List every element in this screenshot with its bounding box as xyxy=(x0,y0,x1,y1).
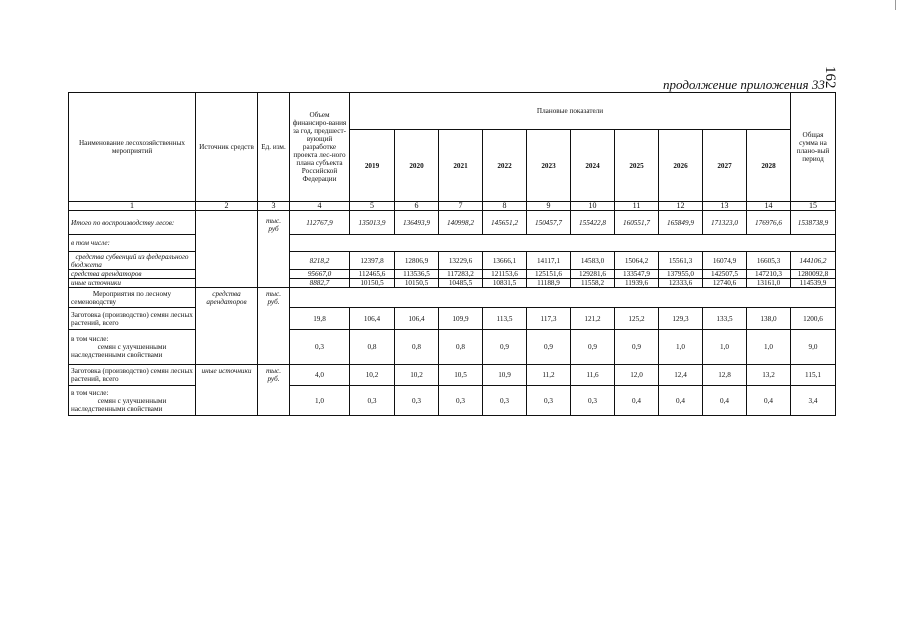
row-unit: тыс. руб. xyxy=(258,288,290,365)
table-cell: 121153,6 xyxy=(483,270,527,279)
table-cell: 160551,7 xyxy=(615,211,659,235)
table-cell: 13666,1 xyxy=(483,252,527,270)
table-row xyxy=(69,279,836,288)
table-cell: 112767,9 xyxy=(290,211,350,235)
row-name: Заготовка (производство) семян лесных растений, всего xyxy=(69,365,196,386)
table-cell: 0,3 xyxy=(290,330,350,365)
table-row xyxy=(69,365,836,386)
table-cell: 13161,0 xyxy=(747,279,791,288)
table-cell: 14117,1 xyxy=(527,252,571,270)
row-source: средства арендаторов xyxy=(196,288,258,365)
column-number: 11 xyxy=(615,202,659,211)
column-number: 7 xyxy=(439,202,483,211)
table-cell: 0,3 xyxy=(571,386,615,416)
page-number: 162 xyxy=(822,66,838,89)
table-cell: 0,4 xyxy=(703,386,747,416)
table-cell: 125,2 xyxy=(615,308,659,330)
header-year: 2022 xyxy=(483,130,527,202)
row-source: иные источники xyxy=(196,365,258,416)
table-cell: 10,2 xyxy=(395,365,439,386)
table-cell: 133,5 xyxy=(703,308,747,330)
row-name: иные источники xyxy=(69,279,196,288)
table-cell: 11188,9 xyxy=(527,279,571,288)
table-cell: 113536,5 xyxy=(395,270,439,279)
table-cell: 147210,3 xyxy=(747,270,791,279)
table-cell: 12333,6 xyxy=(659,279,703,288)
column-number: 10 xyxy=(571,202,615,211)
table-cell: 12,8 xyxy=(703,365,747,386)
table-cell: 113,5 xyxy=(483,308,527,330)
table-cell: 1538738,9 xyxy=(791,211,836,235)
table-cell: 12,0 xyxy=(615,365,659,386)
row-name: Мероприятия по лесному семеноводству xyxy=(69,288,196,308)
table-row xyxy=(69,308,836,330)
table-row xyxy=(69,330,836,365)
header-source: Источник средств xyxy=(196,93,258,202)
table-cell: 155422,8 xyxy=(571,211,615,235)
column-number: 8 xyxy=(483,202,527,211)
header-year: 2023 xyxy=(527,130,571,202)
table-cell: 1200,6 xyxy=(791,308,836,330)
table-cell: 15064,2 xyxy=(615,252,659,270)
table-cell: 121,2 xyxy=(571,308,615,330)
table-cell: 0,3 xyxy=(350,386,395,416)
row-name: средства субвенций из федерального бюджета xyxy=(69,252,196,270)
table-cell: 0,9 xyxy=(483,330,527,365)
table-cell: 133547,9 xyxy=(615,270,659,279)
table-cell: 0,9 xyxy=(527,330,571,365)
table-cell: 150457,7 xyxy=(527,211,571,235)
table-cell: 1280092,8 xyxy=(791,270,836,279)
table-cell: 12,4 xyxy=(659,365,703,386)
table-cell: 8218,2 xyxy=(290,252,350,270)
table-row xyxy=(69,386,836,416)
table-cell: 16605,3 xyxy=(747,252,791,270)
column-number: 9 xyxy=(527,202,571,211)
column-number: 3 xyxy=(258,202,290,211)
appendix-continuation-note: продолжение приложения 33 xyxy=(663,77,825,92)
table-cell: 13229,6 xyxy=(439,252,483,270)
table-row xyxy=(69,288,836,308)
table-cell: 171323,0 xyxy=(703,211,747,235)
table-cell: 112465,6 xyxy=(350,270,395,279)
table-cell: 10,2 xyxy=(350,365,395,386)
column-number-row xyxy=(69,202,836,211)
table-cell: 0,9 xyxy=(615,330,659,365)
table-cell: 12806,9 xyxy=(395,252,439,270)
table-cell: 10150,5 xyxy=(395,279,439,288)
column-number: 6 xyxy=(395,202,439,211)
table-cell: 0,4 xyxy=(659,386,703,416)
table-cell: 129,3 xyxy=(659,308,703,330)
row-name: в том числе: семян с улучшенными наследственными свойствами xyxy=(69,330,196,365)
table-cell: 14583,0 xyxy=(571,252,615,270)
table-cell: 135013,9 xyxy=(350,211,395,235)
row-name: в том числе: семян с улучшенными наследственными свойствами xyxy=(69,386,196,416)
table-cell: 0,3 xyxy=(527,386,571,416)
header-year: 2025 xyxy=(615,130,659,202)
table-cell: 11558,2 xyxy=(571,279,615,288)
column-number: 2 xyxy=(196,202,258,211)
header-year: 2024 xyxy=(571,130,615,202)
row-name: Итого по воспроизводству лесов: xyxy=(69,211,196,235)
table-cell: 138,0 xyxy=(747,308,791,330)
column-number: 5 xyxy=(350,202,395,211)
table-cell: 1,0 xyxy=(290,386,350,416)
table-cell: 1,0 xyxy=(747,330,791,365)
table-cell: 12397,8 xyxy=(350,252,395,270)
header-year: 2019 xyxy=(350,130,395,202)
header-prior-year-volume: Объем финансиро-вания за год, предшест-вующий разработке проекта лес-ного плана субъекта Российской Федерации xyxy=(290,93,350,202)
table-cell: 13,2 xyxy=(747,365,791,386)
header-year: 2021 xyxy=(439,130,483,202)
table-cell: 0,8 xyxy=(395,330,439,365)
empty-cell xyxy=(290,235,836,252)
table-row xyxy=(69,235,836,252)
table-cell: 176976,6 xyxy=(747,211,791,235)
table-cell: 142507,5 xyxy=(703,270,747,279)
table-cell: 129281,6 xyxy=(571,270,615,279)
header-total: Общая сумма на плано-вый период xyxy=(791,93,836,202)
header-year: 2028 xyxy=(747,130,791,202)
table-cell: 0,4 xyxy=(615,386,659,416)
table-cell: 10831,5 xyxy=(483,279,527,288)
table-cell: 11,2 xyxy=(527,365,571,386)
row-source xyxy=(196,211,258,288)
table-cell: 0,3 xyxy=(395,386,439,416)
table-cell: 15561,3 xyxy=(659,252,703,270)
table-row xyxy=(69,270,836,279)
table-cell: 136493,9 xyxy=(395,211,439,235)
forestry-plan-table xyxy=(68,92,836,416)
table-cell: 0,3 xyxy=(483,386,527,416)
table-cell: 8882,7 xyxy=(290,279,350,288)
table-cell: 115,1 xyxy=(791,365,836,386)
table-cell: 106,4 xyxy=(350,308,395,330)
table-cell: 0,8 xyxy=(350,330,395,365)
table-cell: 95667,0 xyxy=(290,270,350,279)
row-unit: тыс. руб xyxy=(258,211,290,288)
table-cell: 16074,9 xyxy=(703,252,747,270)
column-number: 4 xyxy=(290,202,350,211)
table-cell: 144106,2 xyxy=(791,252,836,270)
column-number: 14 xyxy=(747,202,791,211)
header-year: 2020 xyxy=(395,130,439,202)
table-cell: 125151,6 xyxy=(527,270,571,279)
table-cell: 9,0 xyxy=(791,330,836,365)
table-cell: 117283,2 xyxy=(439,270,483,279)
table-cell: 1,0 xyxy=(659,330,703,365)
table-cell: 0,4 xyxy=(747,386,791,416)
table-cell: 145651,2 xyxy=(483,211,527,235)
table-cell: 19,8 xyxy=(290,308,350,330)
table-cell: 10,5 xyxy=(439,365,483,386)
table-cell: 0,8 xyxy=(439,330,483,365)
row-name: средства арендаторов xyxy=(69,270,196,279)
table-cell: 12740,6 xyxy=(703,279,747,288)
header-planned-indicators: Плановые показатели xyxy=(350,93,791,130)
table-row xyxy=(69,252,836,270)
column-number: 1 xyxy=(69,202,196,211)
table-cell: 10150,5 xyxy=(350,279,395,288)
column-number: 13 xyxy=(703,202,747,211)
row-name: Заготовка (производство) семян лесных растений, всего xyxy=(69,308,196,330)
row-unit: тыс. руб. xyxy=(258,365,290,416)
header-year: 2027 xyxy=(703,130,747,202)
table-cell: 0,3 xyxy=(439,386,483,416)
header-name: Наименование лесохозяйственных мероприятий xyxy=(69,93,196,202)
table-cell: 0,9 xyxy=(571,330,615,365)
header-unit: Ед. изм. xyxy=(258,93,290,202)
table-cell: 10485,5 xyxy=(439,279,483,288)
table-cell: 106,4 xyxy=(395,308,439,330)
table-cell: 137955,0 xyxy=(659,270,703,279)
empty-cell xyxy=(290,288,836,308)
table-cell: 140998,2 xyxy=(439,211,483,235)
header-year: 2026 xyxy=(659,130,703,202)
table-cell: 1,0 xyxy=(703,330,747,365)
table-cell: 11939,6 xyxy=(615,279,659,288)
table-cell: 114539,9 xyxy=(791,279,836,288)
table-cell: 4,0 xyxy=(290,365,350,386)
column-number: 12 xyxy=(659,202,703,211)
table-cell: 165849,9 xyxy=(659,211,703,235)
table-row xyxy=(69,211,836,235)
top-edge-mark xyxy=(895,0,896,10)
table-cell: 109,9 xyxy=(439,308,483,330)
row-name: в том числе: xyxy=(69,235,196,252)
table-cell: 117,3 xyxy=(527,308,571,330)
table-cell: 3,4 xyxy=(791,386,836,416)
table-cell: 11,6 xyxy=(571,365,615,386)
table-cell: 10,9 xyxy=(483,365,527,386)
column-number: 15 xyxy=(791,202,836,211)
